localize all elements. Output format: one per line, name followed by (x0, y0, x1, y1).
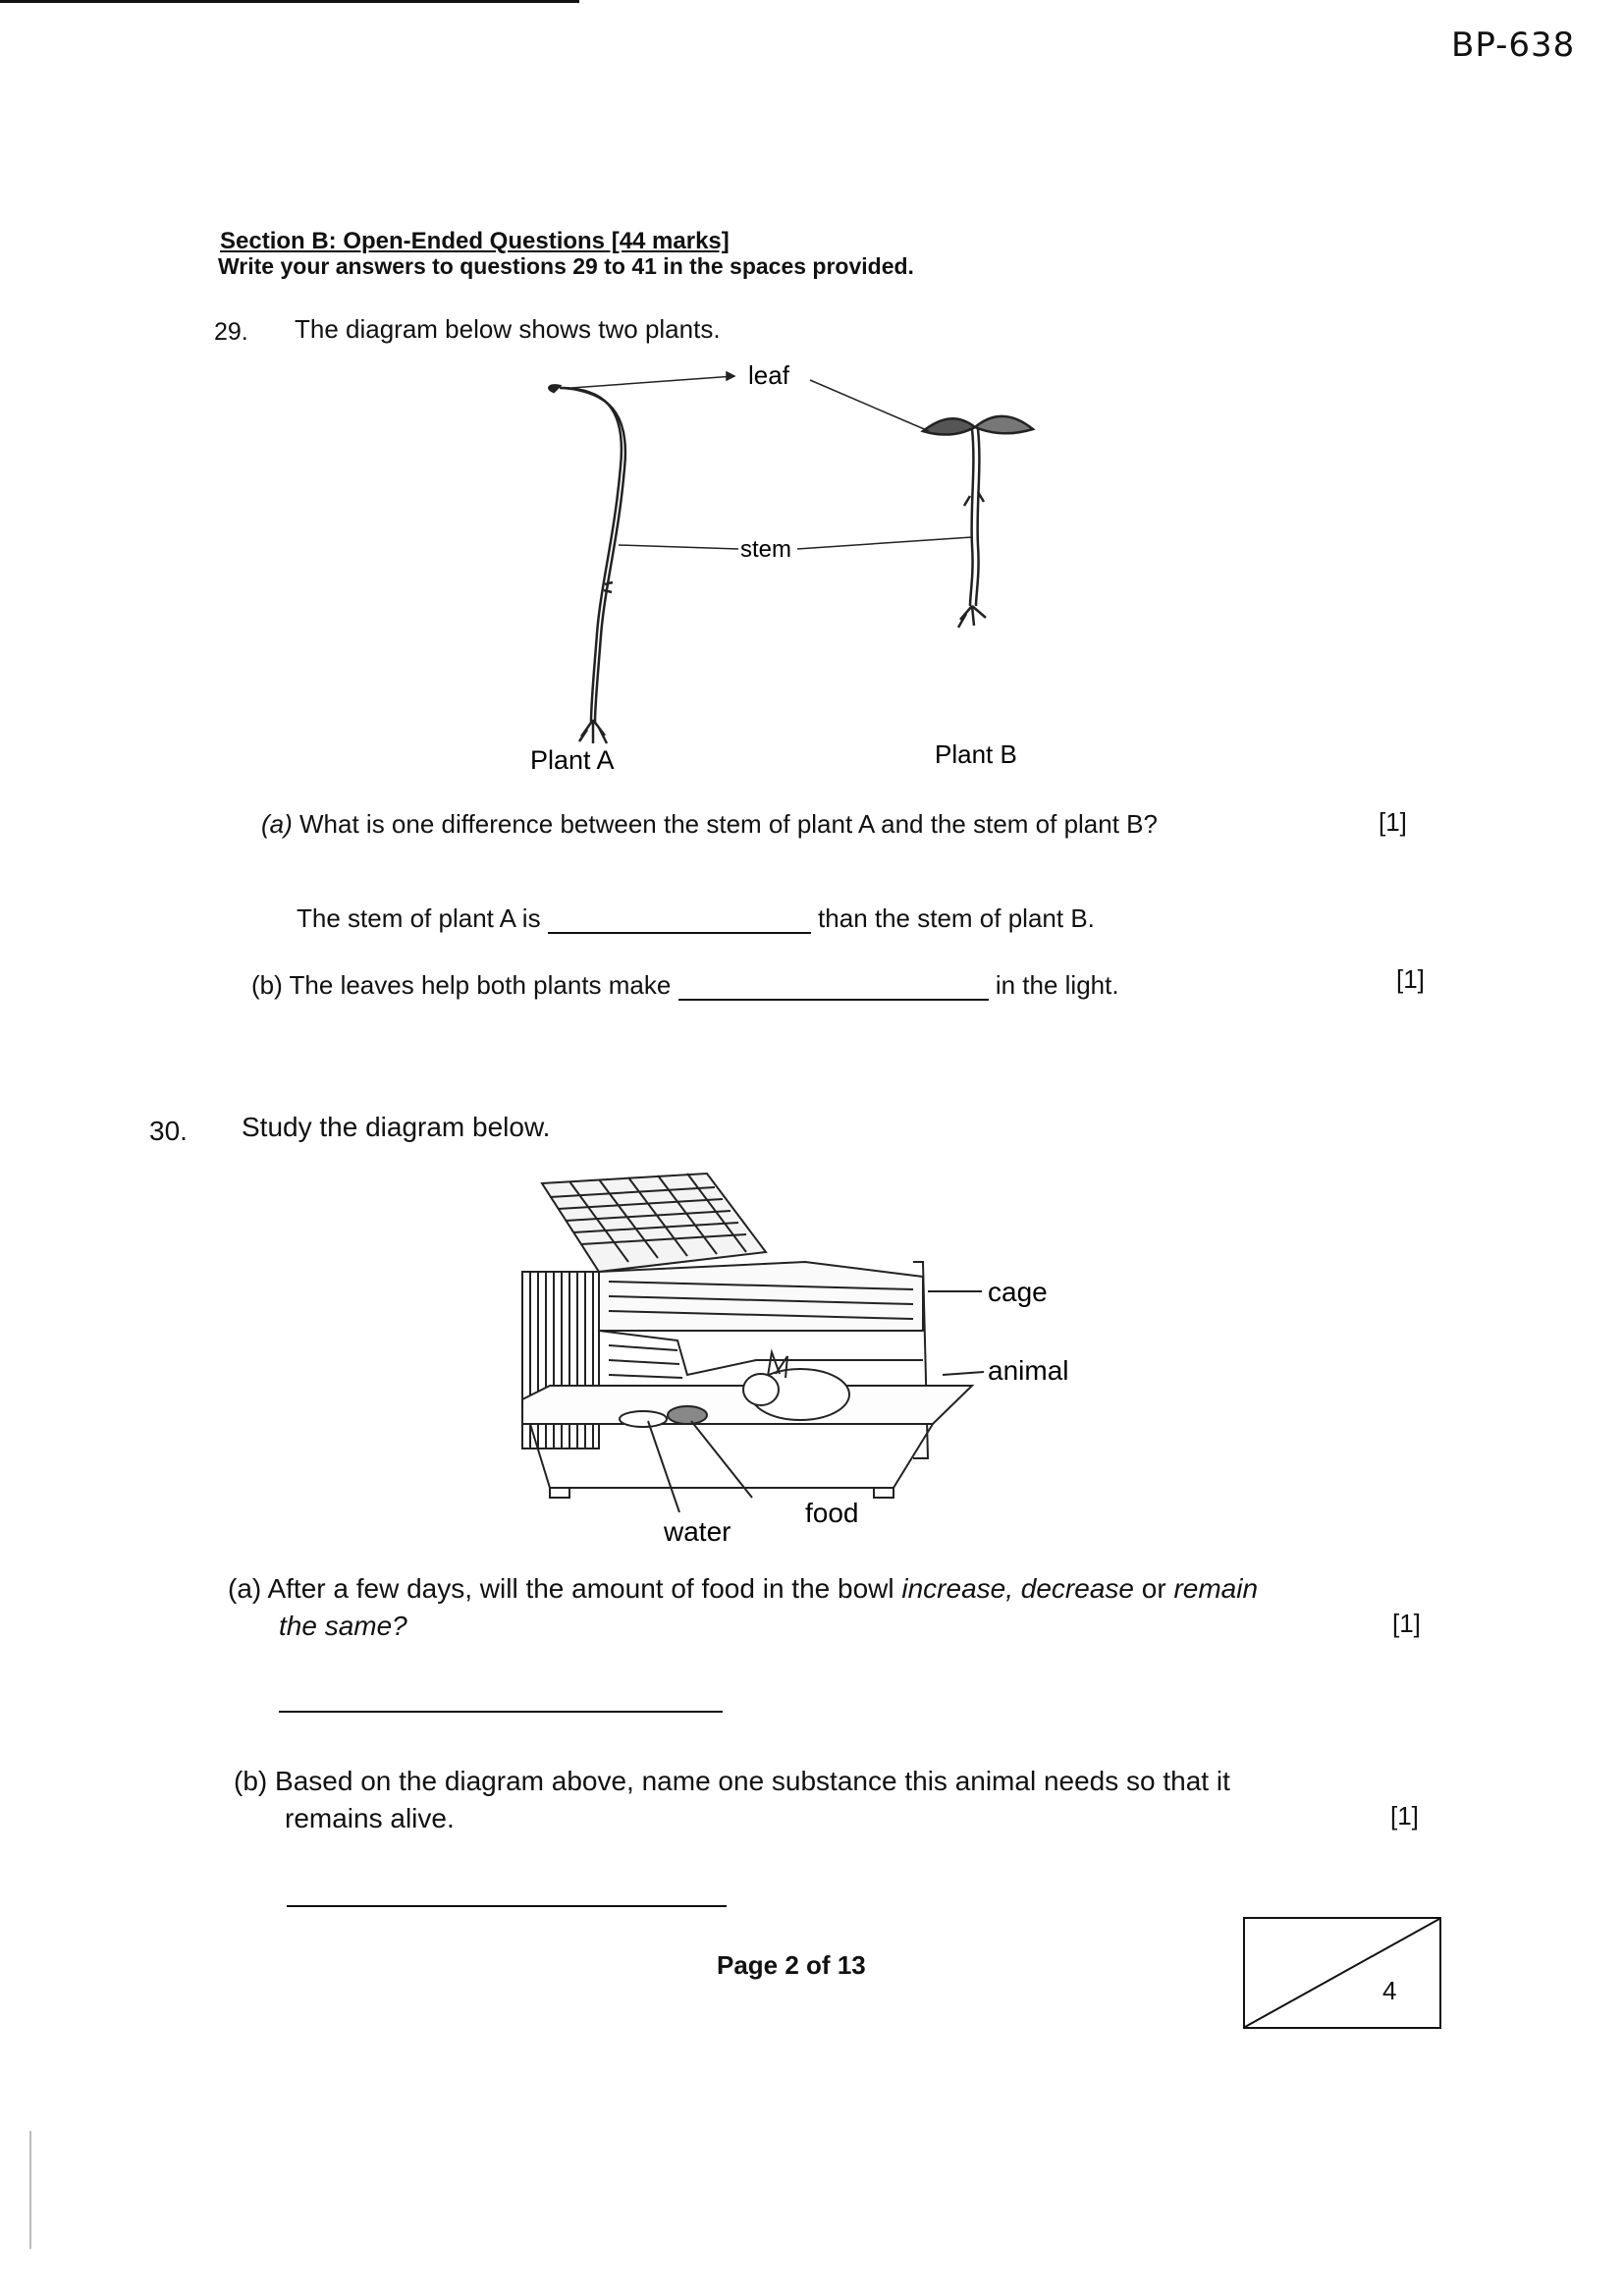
water-label: water (664, 1516, 731, 1547)
q30a-or: or (1141, 1573, 1166, 1604)
q30a-opt-increase: increase, (901, 1573, 1013, 1604)
plant-b-label: Plant B (935, 739, 1017, 769)
plants-diagram (511, 349, 1060, 781)
q29-text: The diagram below shows two plants. (295, 314, 721, 344)
q29b-before: The leaves help both plants make (289, 970, 672, 1000)
score-box-diagonal (1245, 1919, 1439, 2027)
plant-b-drawing (923, 416, 1033, 628)
q29-number: 29. (214, 318, 248, 346)
plant-a-label: Plant A (530, 745, 615, 775)
q30b-answer-line[interactable] (287, 1905, 727, 1907)
document-code: BP-638 (1451, 26, 1576, 65)
page-number: Page 2 of 13 (717, 1950, 866, 1980)
stem-label: stem (740, 536, 792, 563)
q30-number: 30. (149, 1116, 188, 1146)
q29a-answer-line (297, 903, 1095, 934)
q29b-after: in the light. (995, 970, 1119, 1000)
q30b-line1 (234, 1766, 1230, 1797)
q30-text: Study the diagram below. (242, 1112, 551, 1142)
q30b-marks: [1] (1390, 1801, 1419, 1831)
cage-label: cage (988, 1277, 1048, 1307)
q30a-answer-line[interactable] (279, 1711, 723, 1713)
section-instruction: Write your answers to questions 29 to 41 in the spaces provided. (218, 253, 914, 279)
q30a-opt-decrease: decrease (1020, 1573, 1134, 1604)
cage-diagram (511, 1164, 1100, 1547)
cage-drawing (522, 1174, 984, 1512)
q29a-marks: [1] (1379, 807, 1407, 837)
food-label: food (805, 1498, 859, 1528)
margin-mark (29, 2131, 31, 2249)
q29a-label: (a) (261, 809, 293, 839)
q30b-text: Based on the diagram above, name one substance this animal needs so that it (275, 1766, 1230, 1796)
top-border-line (0, 0, 579, 3)
q29b-answer-blank[interactable] (678, 973, 989, 1001)
q29b-line (251, 970, 1119, 1001)
section-title: Section B: Open-Ended Questions [44 marks] (220, 228, 730, 254)
q29b-label: (b) (251, 970, 283, 1000)
q29a-question-text: What is one difference between the stem of plant A and the stem of plant B? (299, 809, 1158, 839)
q30a-opt-remain: remain (1173, 1573, 1259, 1604)
q29a-answer-blank[interactable] (548, 906, 811, 934)
plant-a-drawing (549, 385, 625, 743)
q29a-answer-before: The stem of plant A is (297, 903, 541, 933)
q29b-marks: [1] (1396, 964, 1425, 994)
score-box (1243, 1917, 1441, 2029)
q30a-label: (a) (228, 1573, 262, 1604)
q29a-question (261, 809, 1158, 840)
q30a-marks: [1] (1392, 1609, 1421, 1638)
q30a-line2: the same? (279, 1611, 407, 1641)
leaf-label: leaf (748, 360, 789, 390)
q29a-answer-after: than the stem of plant B. (818, 903, 1095, 933)
q30a-text: After a few days, will the amount of food in the bowl (267, 1573, 894, 1604)
q30b-label: (b) (234, 1766, 268, 1796)
animal-label: animal (988, 1355, 1069, 1386)
score-box-value: 4 (1382, 1976, 1397, 2005)
q30b-line2: remains alive. (285, 1803, 455, 1833)
q30a-line1 (228, 1573, 1258, 1605)
diagram-label-lines (571, 372, 972, 549)
